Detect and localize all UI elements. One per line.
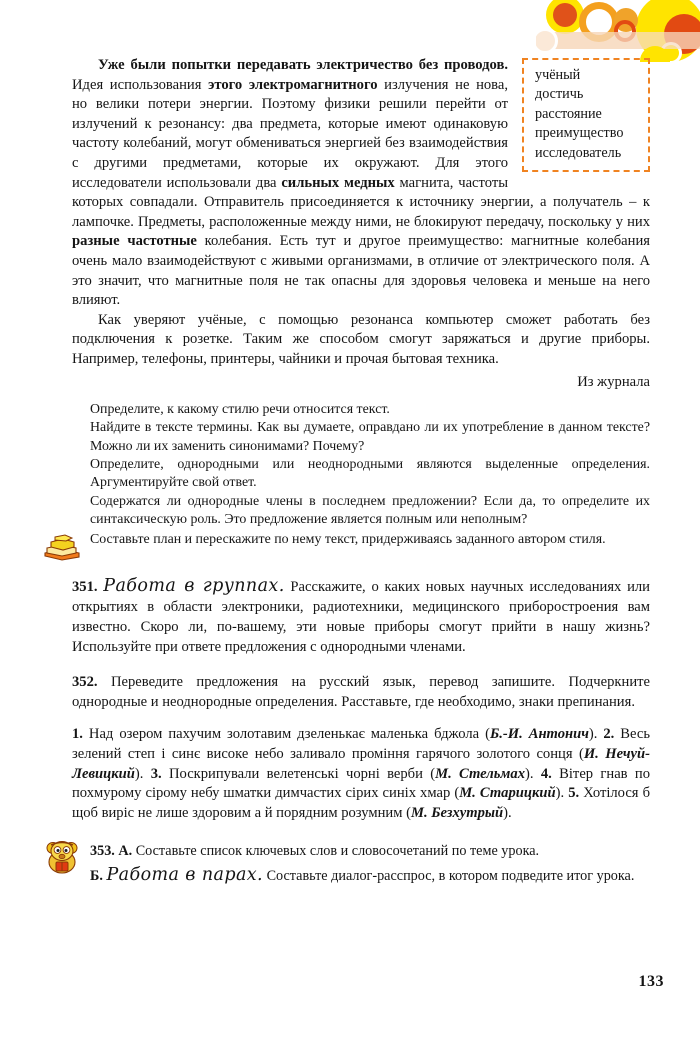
sentence-number: 3. bbox=[150, 765, 162, 782]
article-text-3: магнита, частоты которых совпадали. Отправитель присоединяется к источнику энергии, а получатель – к лампочке. Предметы, расположенные между ними, не блокируют передачу, поскольку у них bbox=[72, 174, 650, 230]
exercise-352-sentences bbox=[72, 725, 650, 824]
exercise-353-part-b-script: Работа в парах. bbox=[106, 864, 264, 885]
stack-of-books-icon bbox=[42, 529, 82, 563]
sentence-tail: ). bbox=[525, 765, 534, 782]
exercise-353-part-a-label: А. bbox=[114, 842, 133, 859]
question-item: Определите, однородными или неоднородными являются выделенные определения. Аргументируйте свой ответ. bbox=[90, 456, 650, 491]
vocab-word: учёный bbox=[535, 67, 581, 83]
question-item: Определите, к какому стилю речи относится текст. bbox=[90, 402, 390, 418]
sentence-number: 2. bbox=[603, 725, 615, 742]
exercise-353-number: 353. bbox=[90, 842, 115, 859]
sentence-tail: ). bbox=[503, 805, 512, 822]
sentence-tail: ). bbox=[134, 765, 144, 782]
sentence-text: Вітер гнав по похмурому сірому небу шматки димчастих сірих синіх хмар ( bbox=[72, 765, 650, 802]
article-paragraph-2: Как уверяют учёные, с помощью резонанса компьютер сможет работать без подключения к розетке. Таким же способом смогут заряжаться и другие приборы. Например, телефоны, принтеры, чайники и прочая бытовая техника. bbox=[72, 311, 650, 367]
article-text-4: колебания. Есть тут и другое преимущество: магнитные колебания очень мало взаимодействуют с живыми организмами, в отличие от электрического поля. А это значит, что магнитные поля не так опасны для здоровья человека и меньше на него влияют. bbox=[72, 233, 650, 309]
sentence-text: Хотілося б щоб виріс не лише здоровим а й порядним розумним ( bbox=[72, 785, 650, 822]
sentence-number: 1. bbox=[72, 725, 83, 742]
vocab-word: исследователь bbox=[535, 144, 622, 161]
vocab-word: преимущество bbox=[535, 125, 624, 142]
sentence-number: 4. bbox=[540, 765, 552, 782]
sentence-author: Б.-И. Антонич bbox=[489, 725, 589, 742]
exercise-353-part-b-label: Б. bbox=[90, 867, 103, 884]
sentence-tail: ). bbox=[555, 785, 565, 802]
exercise-352 bbox=[72, 673, 650, 824]
sentence-author: М. Старицкий bbox=[459, 785, 556, 802]
article-attribution: Из журнала bbox=[577, 373, 650, 390]
vocab-word: расстояние bbox=[535, 105, 602, 122]
article-bold-3: сильных медных bbox=[281, 174, 395, 191]
exercise-351 bbox=[72, 577, 650, 657]
question-list bbox=[90, 401, 650, 529]
article-bold-4: разные частотные bbox=[72, 233, 197, 250]
exercise-353-part-a bbox=[90, 842, 650, 862]
article-bold-2: этого электромагнитного bbox=[208, 76, 378, 93]
question-item: Содержатся ли однородные члены в последнем предложении? Если да, то определите их синтаксическую роль. Это предложение является полным или неполным? bbox=[90, 493, 650, 527]
exercise-352-instruction: Переведите предложения на русский язык, перевод запишите. Подчеркните однородные и неоднородные определения. Расставьте, где необходимо, знаки препинания. bbox=[72, 674, 650, 711]
exercise-353-part-b-text: Составьте диалог-расспрос, в котором подведите итог урока. bbox=[263, 867, 635, 884]
page-number: 133 bbox=[638, 973, 664, 990]
article-text-2: излучения не нова, но велики потери энергии. Поэтому физики решили перейти от излучений к резонансу: два предмета, которые имеют одинаковую частоту колебаний, могут обмениваться энергией без взаимодействия с другими предметами, которые их окружают. Для этого исследователи использовали два bbox=[72, 76, 509, 191]
exercise-353 bbox=[90, 842, 650, 886]
article-text-1: Идея использования bbox=[72, 76, 209, 93]
sentence-number: 5. bbox=[568, 785, 580, 802]
vocabulary-box bbox=[522, 58, 650, 172]
exercise-351-text: Расскажите, о каких новых научных исследованиях или открытиях в области электроники, радиотехники, медицинского приборостроения вам известно. Скоро ли, по-вашему, эти новые приборы смогут прийти в нашу жизнь? Используйте при ответе предложения с однородными членами. bbox=[72, 579, 650, 655]
teddy-bear-icon bbox=[42, 838, 82, 872]
article-lead-bold: Уже были попытки передавать электричество без проводов. bbox=[98, 57, 508, 73]
exercise-351-number: 351. bbox=[72, 579, 98, 596]
exercise-353-part-a-text: Составьте список ключевых слов и словосочетаний по теме урока. bbox=[132, 842, 540, 859]
sentence-text: Весь зелений степ і синє високе небо заливало проміння гарячого золотого сонця ( bbox=[72, 725, 650, 762]
sentence-author: М. Стельмах bbox=[435, 765, 526, 782]
sentence-tail: ). bbox=[588, 725, 598, 742]
task-books-text: Составьте план и перескажите по нему текст, придерживаясь заданного автором стиля. bbox=[90, 532, 606, 548]
question-item: Найдите в тексте термины. Как вы думаете, оправдано ли их употребление в данном тексте? Можно ли их заменить синонимами? Почему? bbox=[90, 420, 650, 454]
exercise-352-number: 352. bbox=[72, 674, 98, 691]
sentence-text: Над озером пахучим золотавим дзеленькає маленька бджола ( bbox=[82, 725, 490, 742]
sentence-text: Поскрипували велетенські чорні верби ( bbox=[161, 765, 436, 782]
text-column bbox=[72, 56, 650, 886]
vocab-word: достичь bbox=[535, 86, 584, 103]
task-with-books-icon bbox=[90, 531, 650, 561]
sentence-author: И. Нечуй-Левицкий bbox=[72, 745, 650, 782]
exercise-351-script-label: Работа в группах. bbox=[103, 576, 285, 597]
exercise-353-part-b bbox=[90, 866, 650, 887]
sentence-author: М. Безхутрый bbox=[410, 805, 504, 822]
